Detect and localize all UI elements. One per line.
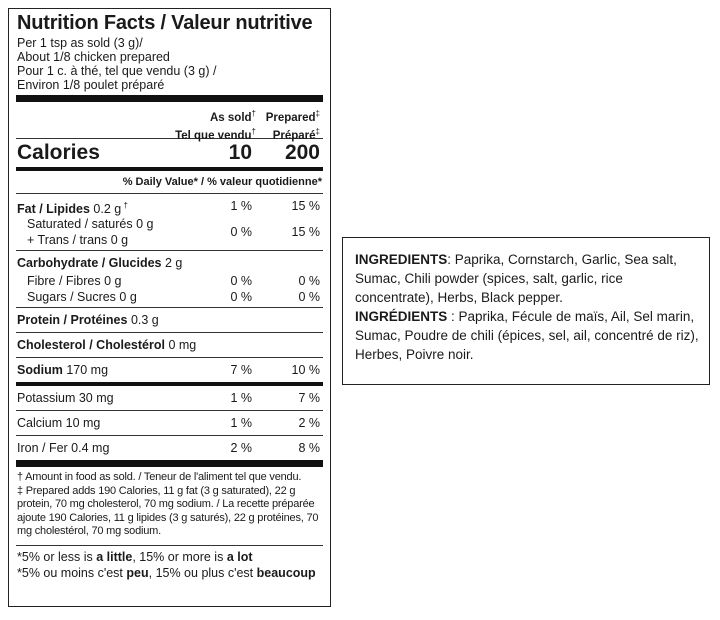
calcium-dv-sold: 1 % xyxy=(230,416,252,430)
footnote-prepared: ‡ Prepared adds 190 Calories, 11 g fat (3 g saturated), 22 g protein, 70 mg cholesterol, 70 mg sodium. / La recette préparée ajoute 190 Calories, 11 g lipides (3 g saturés), 22 g protéines, 70 mg cholestérol, 70 mg sodium. xyxy=(17,484,319,537)
sodium-amount: 170 mg xyxy=(66,363,109,377)
sugars-label: Sugars / Sucres 0 g xyxy=(27,290,137,304)
sodium-row xyxy=(17,358,322,382)
calcium-dv-prepared: 2 % xyxy=(298,416,320,430)
calories-label: Calories xyxy=(17,141,100,164)
sat-trans-dv-sold: 0 % xyxy=(230,225,252,239)
fibre-label: Fibre / Fibres 0 g xyxy=(27,274,122,288)
sodium-dv-sold: 7 % xyxy=(230,363,252,377)
iron-dv-sold: 2 % xyxy=(230,441,252,455)
potassium-label: Potassium 30 mg xyxy=(17,391,114,405)
prepared-fr: Préparé xyxy=(272,129,316,142)
fibre-dv-sold: 0 % xyxy=(230,274,252,288)
potassium-dv-sold: 1 % xyxy=(230,391,252,405)
sugars-dv-sold: 0 % xyxy=(230,290,252,304)
divider xyxy=(16,95,323,102)
protein-row xyxy=(17,308,322,332)
footnotes xyxy=(17,467,322,545)
dv-note-beaucoup: beaucoup xyxy=(256,565,316,580)
fat-label: Fat / Lipides xyxy=(17,202,90,217)
serving-line: Environ 1/8 poulet préparé xyxy=(17,78,165,92)
daily-value-header: % Daily Value* / % valeur quotidienne* xyxy=(122,176,322,188)
cholesterol-row xyxy=(17,333,322,357)
protein-label: Protein / Protéines xyxy=(17,313,128,327)
potassium-dv-prepared: 7 % xyxy=(298,391,320,405)
divider xyxy=(16,460,323,467)
as-sold-en: As sold xyxy=(210,111,252,124)
nutrition-title: Nutrition Facts / Valeur nutritive xyxy=(17,12,313,34)
dv-note-text: , 15% ou plus c'est xyxy=(148,565,257,580)
daily-value-note-fr xyxy=(17,565,322,581)
carbohydrate-row xyxy=(17,253,322,273)
serving-line: Pour 1 c. à thé, tel que vendu (3 g) / xyxy=(17,64,217,78)
serving-line: About 1/8 chicken prepared xyxy=(17,50,170,64)
ingredients-fr-text: : Paprika, Fécule de maïs, Ail, Sel marin, Sumac, Poudre de chili (épices, sel, ail, concentré de riz), Herbes, Poivre noir. xyxy=(355,309,699,362)
cholesterol-label: Cholesterol / Cholestérol xyxy=(17,338,165,352)
ingredients-panel xyxy=(342,237,710,385)
dv-note-little: a little xyxy=(96,549,133,564)
dv-note-peu: peu xyxy=(126,565,149,580)
saturated-row xyxy=(17,216,322,232)
prepared-en: Prepared xyxy=(265,111,316,124)
column-headers xyxy=(17,102,322,142)
calories-sold: 10 xyxy=(228,141,252,164)
ingredients-en xyxy=(355,250,699,307)
sodium-dv-prepared: 10 % xyxy=(291,363,320,377)
iron-row xyxy=(17,436,322,460)
carbohydrate-label: Carbohydrate / Glucides xyxy=(17,256,162,270)
dv-note-text: , 15% or more is xyxy=(132,549,227,564)
as-sold-fr: Tel que vendu xyxy=(175,129,252,142)
nutrition-facts-panel xyxy=(8,8,331,607)
ingredients-fr xyxy=(355,307,699,364)
serving-line: Per 1 tsp as sold (3 g)/ xyxy=(17,36,143,50)
fat-dv-sold: 1 % xyxy=(230,199,252,213)
dv-note-text: *5% or less is xyxy=(17,549,97,564)
as-sold-header: As sold† Tel que vendu† xyxy=(175,109,256,142)
dv-note-text: *5% ou moins c'est xyxy=(17,565,127,580)
carbohydrate-amount: 2 g xyxy=(164,256,183,270)
calories-prepared: 200 xyxy=(284,141,320,164)
trans-label: + Trans / trans 0 g xyxy=(27,233,129,247)
dv-note-lot: a lot xyxy=(226,549,253,564)
fibre-row xyxy=(17,273,322,289)
fat-amount: 0.2 g xyxy=(93,202,122,217)
prepared-header: Prepared‡ Préparé‡ xyxy=(265,109,320,142)
saturated-label: Saturated / saturés 0 g xyxy=(27,217,154,231)
iron-label: Iron / Fer 0.4 mg xyxy=(17,441,110,455)
daily-value-note xyxy=(17,546,322,581)
fat-dv-prepared: 15 % xyxy=(291,199,320,213)
potassium-row xyxy=(17,386,322,410)
fat-group xyxy=(17,194,322,250)
daily-value-note-en xyxy=(17,549,322,565)
footnote-as-sold: † Amount in food as sold. / Teneur de l'aliment tel que vendu. xyxy=(17,471,302,483)
sodium-label: Sodium xyxy=(17,363,63,377)
iron-dv-prepared: 8 % xyxy=(298,441,320,455)
calcium-row xyxy=(17,411,322,435)
ingredients-en-label: INGREDIENTS xyxy=(355,252,448,267)
sugars-dv-prepared: 0 % xyxy=(298,290,320,304)
ingredients-en-text: : Paprika, Cornstarch, Garlic, Sea salt, Sumac, Chili powder (spices, salt, garlic, rice concentrate), Herbs, Black pepper. xyxy=(355,252,677,305)
ingredients-fr-label: INGRÉDIENTS xyxy=(355,309,448,324)
carbohydrate-group xyxy=(17,251,322,307)
serving-size xyxy=(17,36,322,92)
trans-row xyxy=(17,225,322,248)
sugars-row xyxy=(17,289,322,305)
calcium-label: Calcium 10 mg xyxy=(17,416,101,430)
protein-amount: 0.3 g xyxy=(130,313,159,327)
cholesterol-amount: 0 mg xyxy=(168,338,197,352)
sat-trans-dv-prepared: 15 % xyxy=(291,225,320,239)
fat-row: Fat / Lipides 0.2 g † 1 % 15 % xyxy=(17,196,322,216)
calories-row xyxy=(17,139,322,167)
fibre-dv-prepared: 0 % xyxy=(298,274,320,288)
